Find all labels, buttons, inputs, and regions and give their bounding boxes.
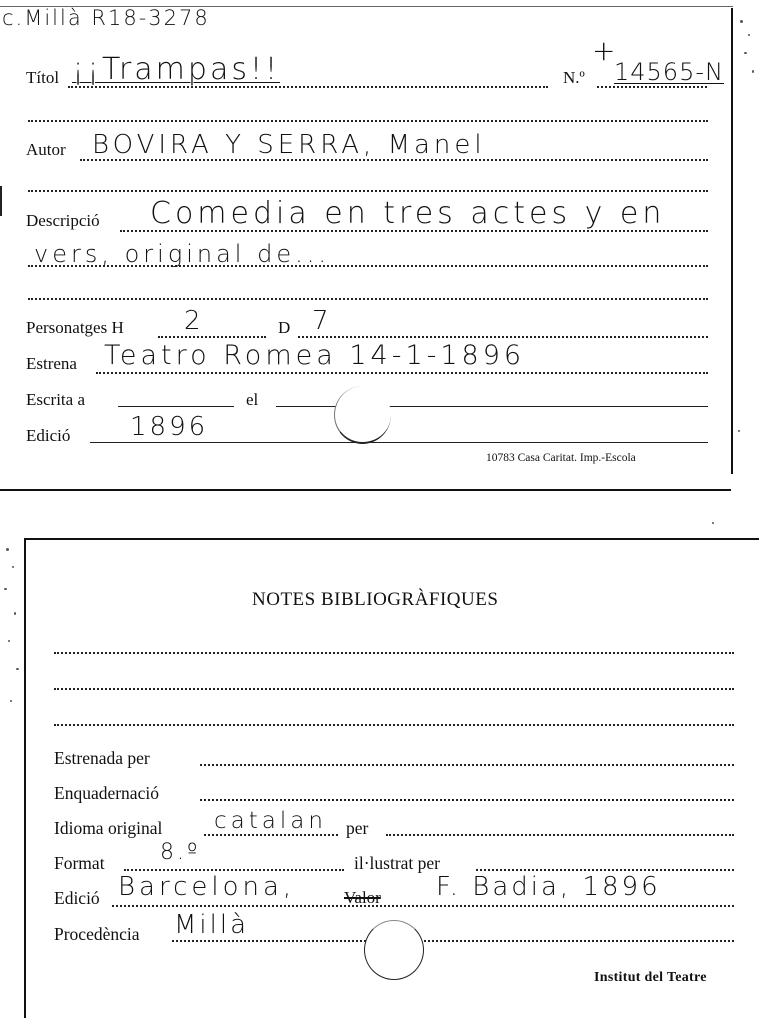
- edicio-line-bottom: [112, 905, 734, 907]
- titol-label: Títol: [26, 68, 60, 87]
- enquadernacio-line: [200, 799, 734, 801]
- idioma-value: catalan: [214, 808, 327, 834]
- el-label: el: [246, 390, 259, 409]
- enquadernacio-label: Enquadernació: [54, 783, 159, 803]
- no-label: N.º: [563, 68, 585, 87]
- autor-value: BOVIRA Y SERRA, Manel: [92, 130, 486, 160]
- notes-line-2: [54, 688, 734, 690]
- reference-number: c.Millà R18-3278: [2, 6, 210, 30]
- format-value: 8.º: [160, 840, 201, 865]
- idioma-line: [204, 834, 338, 836]
- autor-line-2: [28, 190, 708, 192]
- titol-value: ¡¡Trampas!!: [72, 52, 281, 87]
- personatges-label: Personatges H: [26, 318, 124, 337]
- descripcio-value-line1: Comedia en tres actes y en: [150, 196, 666, 231]
- descripcio-line-3: [28, 298, 708, 300]
- per-line: [386, 834, 734, 836]
- personatges-d-value: 7: [312, 306, 332, 336]
- bottom-card-top-border: [26, 538, 759, 540]
- edicio-label: Edició: [26, 426, 71, 445]
- edicio-label-bottom: Edició: [54, 888, 100, 908]
- estrenada-line: [200, 764, 734, 766]
- idioma-label: Idioma original: [54, 818, 163, 838]
- titol-line-2: [28, 120, 708, 122]
- estrenada-label: Estrenada per: [54, 748, 150, 768]
- personatges-h-line: [158, 336, 266, 338]
- top-card-bottom-border: [0, 489, 731, 491]
- procedencia-line: [172, 940, 734, 942]
- personatges-d-label: D: [278, 318, 291, 337]
- procedencia-value: Millà: [174, 910, 250, 940]
- escrita-line: [118, 406, 234, 407]
- estrena-label: Estrena: [26, 354, 77, 373]
- no-line: [597, 86, 707, 88]
- format-label: Format: [54, 853, 105, 873]
- bottom-card-left-border: [24, 538, 26, 1018]
- descripcio-value-line2: vers, original de...: [34, 240, 330, 268]
- no-value: 14565-N: [614, 58, 724, 86]
- left-edge-mark: [0, 186, 2, 216]
- escrita-label: Escrita a: [26, 390, 85, 409]
- illustrat-line: [476, 869, 734, 871]
- edicio-value-a: Barcelona,: [118, 872, 296, 902]
- punch-hole: [334, 386, 391, 444]
- estrena-line: [96, 372, 708, 374]
- personatges-h-value: 2: [184, 306, 204, 336]
- descripcio-label: Descripció: [26, 211, 100, 230]
- printer-mark: 10783 Casa Caritat. Imp.-Escola: [486, 452, 636, 464]
- edicio-value-b: F. Badia, 1896: [436, 872, 661, 902]
- punch-hole-bottom: [364, 920, 424, 980]
- procedencia-label: Procedència: [54, 924, 140, 944]
- estrena-value: Teatro Romea 14-1-1896: [104, 340, 526, 371]
- edicio-struck-text: Valor: [344, 888, 381, 907]
- notes-heading: NOTES BIBLIOGRÀFIQUES: [252, 589, 499, 610]
- autor-label: Autor: [26, 140, 66, 159]
- edicio-value: 1896: [130, 412, 209, 442]
- institution-mark: Institut del Teatre: [594, 970, 707, 985]
- cross-mark: +: [592, 34, 619, 67]
- personatges-d-line: [298, 336, 708, 338]
- notes-line-3: [54, 724, 734, 726]
- illustrat-label: il·lustrat per: [354, 853, 441, 873]
- top-card-right-border: [731, 8, 733, 474]
- per-label: per: [346, 818, 369, 838]
- format-line: [124, 869, 344, 871]
- notes-line-1: [54, 652, 734, 654]
- edicio-line: [90, 442, 708, 443]
